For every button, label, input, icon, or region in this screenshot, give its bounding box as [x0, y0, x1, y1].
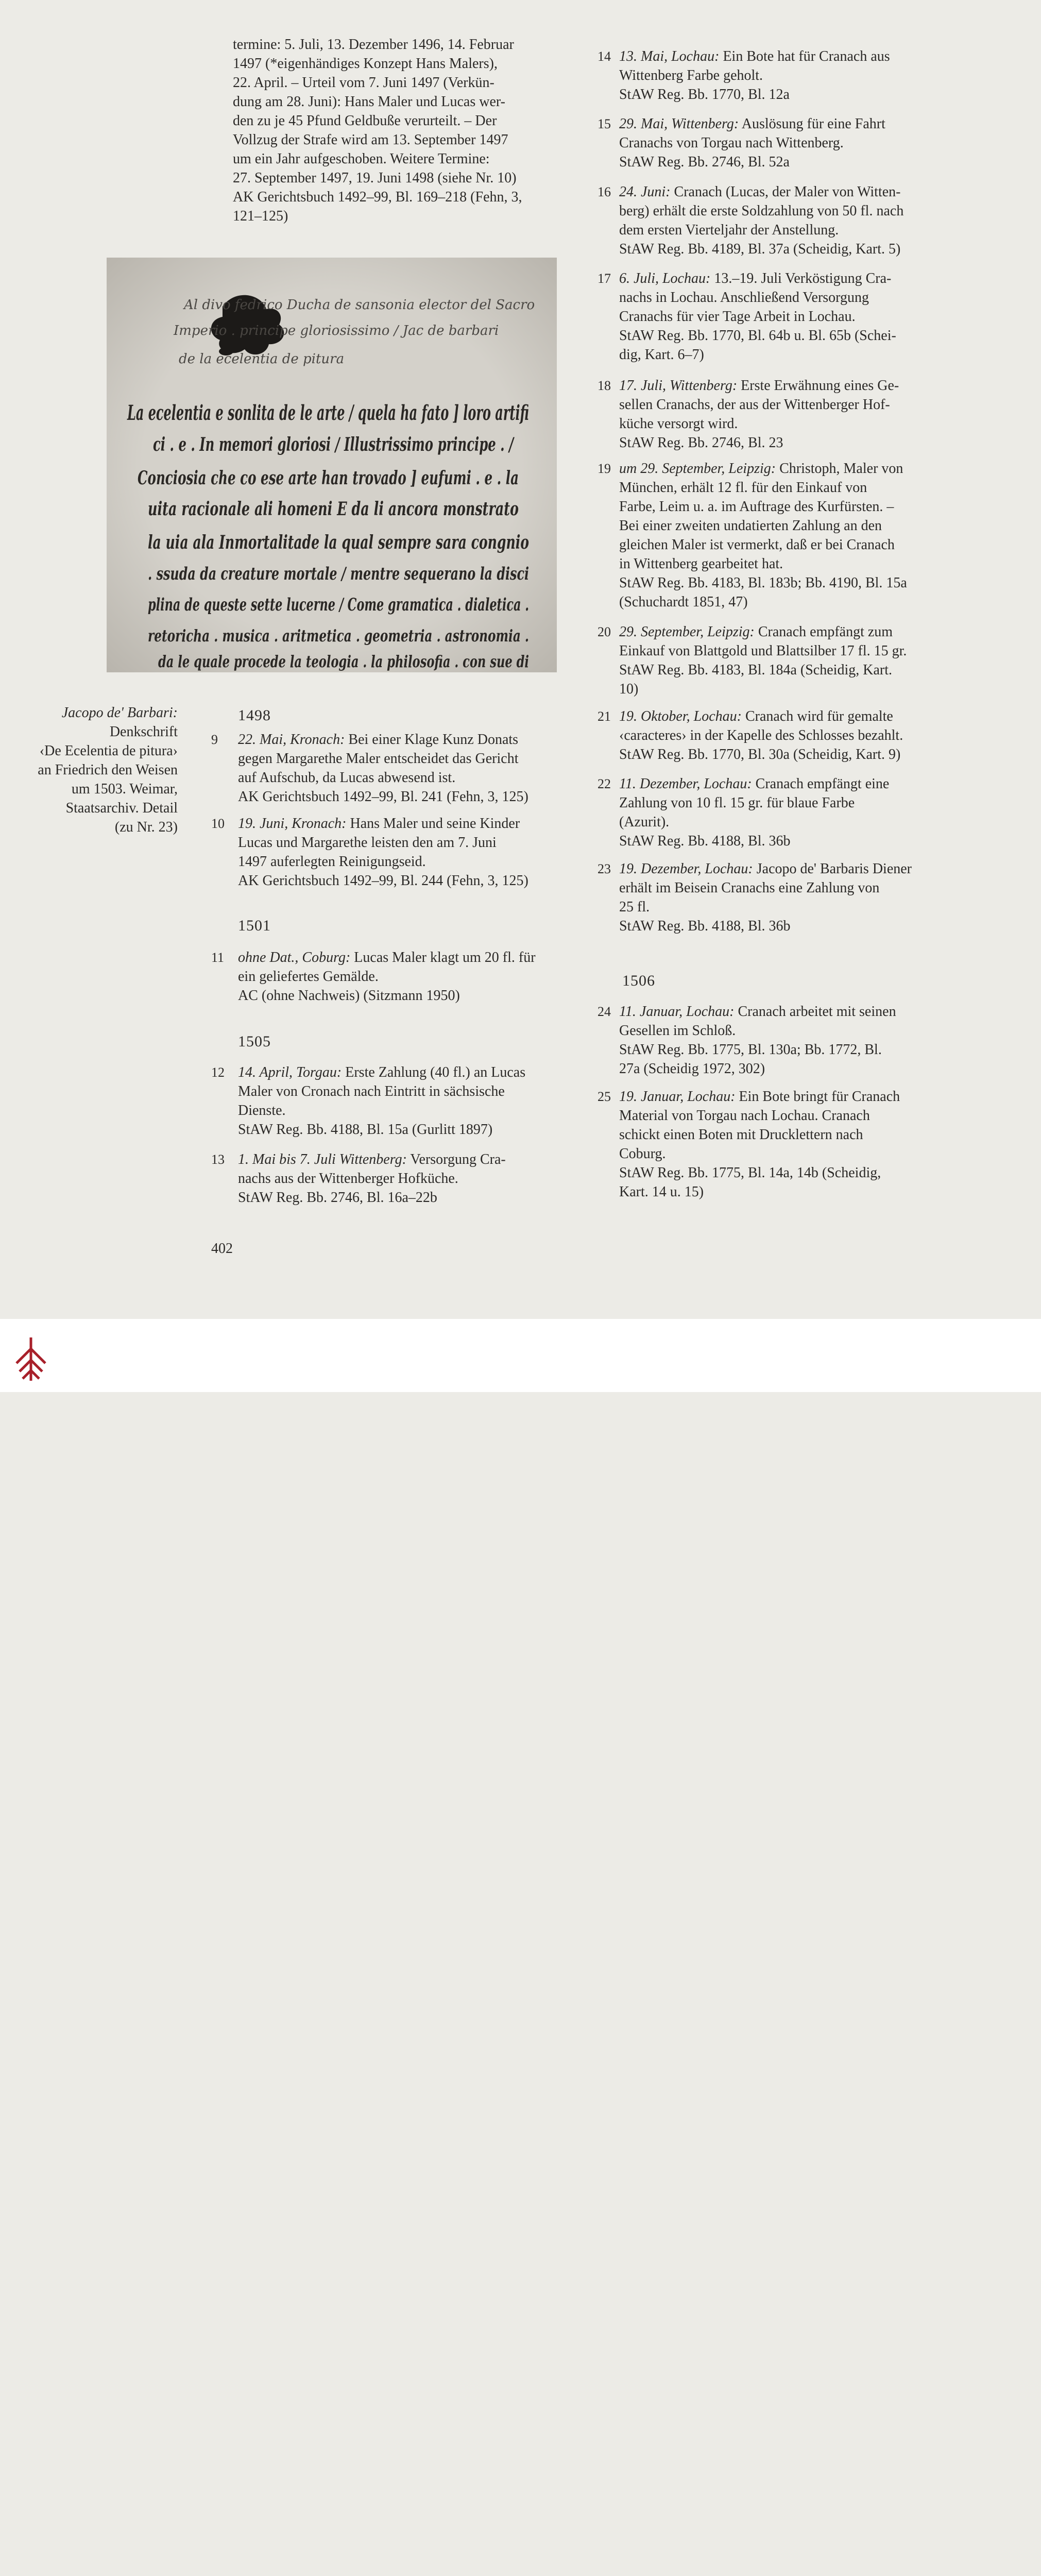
entry-text: Bei einer zweiten undatierten Zahlung an den: [619, 518, 882, 534]
entry-text: ein geliefertes Gemälde.: [238, 969, 379, 985]
text-line: 22. April. – Urteil vom 7. Juni 1497 (Verkün-: [233, 75, 494, 91]
entry-header: um 29. September, Leipzig:: [619, 461, 776, 477]
entry-number: 23: [598, 861, 611, 876]
entry-text: Farbe, Leim u. a. im Auftrage des Kurfürsten. –: [619, 499, 894, 515]
entry-header: 14. April, Torgau:: [238, 1064, 342, 1080]
entry-header: 19. Dezember, Lochau:: [619, 861, 753, 877]
manuscript-line: retoricha . musica . aritmetica . geometria . astronomia .: [148, 626, 529, 646]
text-line: dung am 28. Juni): Hans Maler und Lucas wer-: [233, 94, 505, 110]
entry-number: 13: [211, 1152, 225, 1167]
entry-text: erhält im Beisein Cranachs eine Zahlung von: [619, 880, 880, 896]
entry-text: StAW Reg. Bb. 2746, Bl. 52a: [619, 154, 790, 170]
entry-text: AC (ohne Nachweis) (Sitzmann 1950): [238, 988, 460, 1004]
entry-text: Christoph, Maler von: [776, 461, 903, 477]
entry-text: Hans Maler und seine Kinder: [346, 816, 520, 832]
entry-text: Ein Bote bringt für Cranach: [735, 1089, 900, 1105]
entry-text: Lucas Maler klagt um 20 fl. für: [350, 950, 536, 965]
entry-number: 21: [598, 709, 611, 724]
text-line: 121–125): [233, 208, 288, 224]
entry-text: Cranach wird für gemalte: [741, 708, 893, 724]
entry-text: Wittenberg Farbe geholt.: [619, 67, 763, 83]
manuscript-line: Conciosia che co ese arte han trovado ] eufumi . e . la: [138, 467, 519, 489]
entry-header: 22. Mai, Kronach:: [238, 732, 345, 748]
entry-text: Versorgung Cra-: [406, 1151, 506, 1167]
entry-text: sellen Cranachs, der aus der Wittenberger Hof-: [619, 397, 890, 413]
entry-text: nachs aus der Wittenberger Hofküche.: [238, 1171, 458, 1187]
entry-text: StAW Reg. Bb. 1775, Bl. 14a, 14b (Scheidig,: [619, 1165, 881, 1181]
entry-text: auf Aufschub, da Lucas abwesend ist.: [238, 770, 456, 786]
entry-header: 1. Mai bis 7. Juli Wittenberg:: [238, 1151, 407, 1167]
year-heading: 1498: [238, 707, 271, 724]
entry-9: [211, 730, 572, 807]
entry-text: küche versorgt wird.: [619, 416, 738, 432]
entry-11: [211, 948, 572, 1007]
entry-text: AK Gerichtsbuch 1492–99, Bl. 241 (Fehn, 3, 125): [238, 789, 528, 805]
caption-line: an Friedrich den Weisen: [38, 762, 178, 778]
entry-text: StAW Reg. Bb. 1770, Bl. 30a (Scheidig, Kart. 9): [619, 747, 901, 762]
entry-text: dig, Kart. 6–7): [619, 347, 704, 363]
entry-14: [598, 47, 948, 106]
entry-header: 19. Januar, Lochau:: [619, 1089, 736, 1105]
entry-text: berg) erhält die erste Soldzahlung von 50 fl. nach: [619, 203, 904, 219]
text-line: Vollzug der Strafe wird am 13. September 1497: [233, 132, 508, 148]
entry-number: 14: [598, 49, 611, 64]
entry-13: [211, 1150, 572, 1209]
entry-number: 22: [598, 776, 611, 791]
entry-header: 6. Juli, Lochau:: [619, 270, 711, 286]
entry-text: Cranachs von Torgau nach Wittenberg.: [619, 135, 844, 151]
text-line: um ein Jahr aufgeschoben. Weitere Termine:: [233, 151, 490, 167]
entry-text: München, erhält 12 fl. für den Einkauf von: [619, 480, 867, 496]
year-heading: 1506: [622, 972, 655, 989]
caption-line: Staatsarchiv. Detail: [65, 800, 178, 816]
entry-text: Cranach arbeitet mit seinen: [734, 1004, 896, 1020]
entry-25: [598, 1087, 948, 1206]
manuscript-line: la uia ala Inmortalitade la qual sempre sara congnio: [148, 532, 529, 553]
entry-text: dem ersten Vierteljahr der Anstellung.: [619, 222, 839, 238]
entry-text: Gesellen im Schloß.: [619, 1023, 736, 1039]
entry-18: [598, 376, 948, 453]
entry-text: Cranach empfängt eine: [752, 776, 890, 792]
entry-text: StAW Reg. Bb. 2746, Bl. 16a–22b: [238, 1190, 437, 1206]
entry-header: 17. Juli, Wittenberg:: [619, 378, 738, 394]
entry-17: [598, 269, 948, 367]
entry-text: Erste Zahlung (40 fl.) an Lucas: [342, 1064, 526, 1080]
entry-15: [598, 114, 948, 174]
page-number: 402: [211, 1241, 233, 1257]
entry-16: [598, 182, 948, 260]
entry-text: Dienste.: [238, 1103, 286, 1118]
manuscript-line: ci . e . In memori gloriosi / Illustrissimo principe . /: [153, 434, 515, 455]
caption-author: Jacopo de' Barbari:: [61, 705, 178, 721]
entry-text: 13.–19. Juli Verköstigung Cra-: [710, 270, 892, 286]
manuscript-line: uita racionale ali homeni E da li ancora monstrato: [148, 498, 519, 520]
footer-bar: [0, 1319, 1041, 1392]
entry-text: StAW Reg. Bb. 4188, Bl. 36b: [619, 833, 791, 849]
entry-header: 19. Juni, Kronach:: [238, 816, 347, 832]
text-line: den zu je 45 Pfund Geldbuße verurteilt. – Der: [233, 113, 497, 129]
caption-line: Denkschrift: [109, 724, 178, 740]
entry-text: Zahlung von 10 fl. 15 gr. für blaue Farbe: [619, 795, 855, 811]
entry-number: 24: [598, 1004, 611, 1019]
caption-line: (zu Nr. 23): [114, 819, 178, 835]
entry-10: [211, 814, 572, 891]
entry-text: ‹caracteres› in der Kapelle des Schlosses bezahlt.: [619, 727, 903, 743]
entry-text: Material von Torgau nach Lochau. Cranach: [619, 1108, 870, 1124]
entry-text: 27a (Scheidig 1972, 302): [619, 1061, 765, 1077]
entry-22: [598, 774, 948, 852]
entry-text: gleichen Maler ist vermerkt, daß er bei Cranach: [619, 537, 895, 553]
entry-text: StAW Reg. Bb. 4188, Bl. 15a (Gurlitt 1897): [238, 1122, 493, 1138]
entry-number: 18: [598, 378, 611, 393]
text-line: termine: 5. Juli, 13. Dezember 1496, 14. Februar: [233, 37, 514, 53]
entry-text: Jacopo de' Barbaris Diener: [753, 861, 912, 877]
text-line: 27. September 1497, 19. Juni 1498 (siehe Nr. 10): [233, 170, 517, 186]
entry-text: Auslösung für eine Fahrt: [739, 116, 885, 132]
year-heading: 1505: [238, 1033, 271, 1050]
entry-header: 29. Mai, Wittenberg:: [619, 116, 739, 132]
year-heading: 1501: [238, 917, 271, 934]
entry-19: [598, 459, 948, 614]
entry-number: 12: [211, 1065, 225, 1080]
manuscript-facsimile: [107, 258, 557, 672]
entry-number: 16: [598, 184, 611, 199]
entry-header: 29. September, Leipzig:: [619, 624, 755, 640]
entry-23: [598, 859, 948, 937]
entry-text: Erste Erwähnung eines Ge-: [737, 378, 899, 394]
caption-line: ‹De Ecelentia de pitura›: [39, 743, 178, 759]
figure-caption: [21, 703, 178, 837]
entry-text: StAW Reg. Bb. 2746, Bl. 23: [619, 435, 783, 451]
entry-header: ohne Dat., Coburg:: [238, 950, 351, 965]
text-line: AK Gerichtsbuch 1492–99, Bl. 169–218 (Fehn, 3,: [233, 189, 522, 205]
entry-text: Ein Bote hat für Cranach aus: [719, 48, 890, 64]
entry-number: 19: [598, 461, 611, 476]
intro-paragraph: [233, 35, 562, 226]
entry-text: StAW Reg. Bb. 1770, Bl. 12a: [619, 87, 790, 103]
entry-header: 19. Oktober, Lochau:: [619, 708, 742, 724]
manuscript-line: da le quale procede la teologia . la philosofia . con sue di: [158, 652, 529, 671]
manuscript-line: de la ecelentia de pitura: [179, 351, 345, 367]
entry-text: Cranachs für vier Tage Arbeit in Lochau.: [619, 309, 856, 325]
entry-text: 25 fl.: [619, 899, 650, 915]
manuscript-line: Imperio . principe gloriosissimo / Jac de barbari: [174, 323, 499, 338]
entry-21: [598, 707, 948, 766]
manuscript-line: Al divo fedrico Ducha de sansonia elector del Sacro: [184, 297, 535, 313]
text-line: 1497 (*eigenhändiges Konzept Hans Malers),: [233, 56, 498, 72]
entry-text: (Azurit).: [619, 814, 670, 830]
entry-text: 10): [619, 681, 639, 697]
entry-header: 13. Mai, Lochau:: [619, 48, 720, 64]
library-logo-icon: [12, 1327, 49, 1384]
entry-text: Cranach (Lucas, der Maler von Witten-: [670, 184, 901, 200]
entry-12: [211, 1063, 572, 1140]
entry-text: schickt einen Boten mit Drucklettern nach: [619, 1127, 863, 1143]
entry-text: Kart. 14 u. 15): [619, 1184, 704, 1200]
manuscript-line: . ssuda da creature mortale / mentre sequerano la disci: [148, 564, 529, 584]
entry-header: 24. Juni:: [619, 184, 671, 200]
entry-number: 15: [598, 116, 611, 131]
entry-number: 20: [598, 624, 611, 639]
manuscript-image: [107, 258, 557, 672]
entry-text: in Wittenberg gearbeitet hat.: [619, 556, 783, 572]
entry-text: StAW Reg. Bb. 4189, Bl. 37a (Scheidig, Kart. 5): [619, 241, 901, 257]
entry-number: 11: [211, 950, 225, 965]
entry-text: nachs in Lochau. Anschließend Versorgung: [619, 290, 869, 306]
entry-text: AK Gerichtsbuch 1492–99, Bl. 244 (Fehn, 3, 125): [238, 873, 528, 889]
entry-text: StAW Reg. Bb. 1775, Bl. 130a; Bb. 1772, Bl.: [619, 1042, 882, 1058]
entry-20: [598, 622, 948, 700]
entry-number: 9: [211, 732, 218, 747]
entry-text: Cranach empfängt zum: [754, 624, 893, 640]
entry-text: Coburg.: [619, 1146, 666, 1162]
entry-text: Lucas und Margarethe leisten den am 7. Juni: [238, 835, 497, 851]
entry-number: 17: [598, 271, 611, 286]
entry-24: [598, 1002, 948, 1079]
entry-text: gegen Margarethe Maler entscheidet das Gericht: [238, 751, 519, 767]
entry-header: 11. Dezember, Lochau:: [619, 776, 752, 792]
entry-text: StAW Reg. Bb. 4183, Bl. 184a (Scheidig, Kart.: [619, 662, 892, 678]
entry-text: Maler von Cronach nach Eintritt in sächsische: [238, 1083, 505, 1099]
entry-text: StAW Reg. Bb. 4188, Bl. 36b: [619, 918, 791, 934]
entry-header: 11. Januar, Lochau:: [619, 1004, 735, 1020]
entry-text: StAW Reg. Bb. 1770, Bl. 64b u. Bl. 65b (Schei-: [619, 328, 896, 344]
entry-number: 10: [211, 816, 225, 831]
manuscript-line: La ecelentia e sonlita de le arte / quela ha fato ] loro artifi: [127, 401, 529, 425]
caption-line: um 1503. Weimar,: [71, 781, 178, 797]
entry-number: 25: [598, 1089, 611, 1104]
entry-text: Bei einer Klage Kunz Donats: [345, 732, 519, 748]
entry-text: Einkauf von Blattgold und Blattsilber 17 fl. 15 gr.: [619, 643, 907, 659]
manuscript-line: plina de queste sette lucerne / Come gramatica . dialetica .: [148, 595, 529, 615]
entry-text: 1497 auferlegten Reinigungseid.: [238, 854, 426, 870]
entry-text: (Schuchardt 1851, 47): [619, 594, 748, 610]
entry-text: StAW Reg. Bb. 4183, Bl. 183b; Bb. 4190, Bl. 15a: [619, 575, 907, 591]
